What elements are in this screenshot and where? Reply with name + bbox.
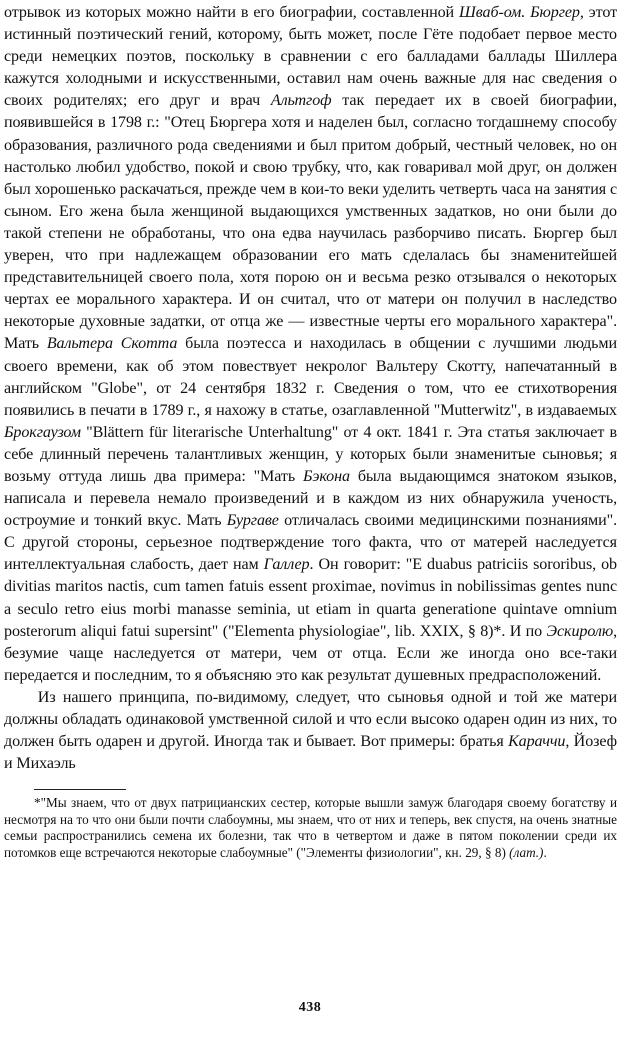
page-number: 438 [298,1000,322,1015]
paragraph-run-text: отрывок из которых можно найти в его биографии, составленной [4,4,460,21]
paragraph [4,687,617,775]
paragraph-run-italic: Эскиролю [546,622,614,640]
paragraph-run-text: Из нашего принципа, по-видимому, следует, что сыновья одной и той же матери должны обладать одинаковой умственной силой и что если высоко одарен один из них, то должен быть одарен и другой. Иногда так и бывает. Вот примеры: братья [4,688,617,751]
paragraph-run-text: . Он говорит: "E duabus patriciis sororibus, ob divitias maritos nactis, cum tamen fatuis essent proximae, novimus in nobilissimas gentes nunc a seculo retro eius morbi manasse seminia, ut etiam in quarta generatione quintave omnium posterorum aliqui fatui supersint" ("Elementa physiologiae", lib. XXIX, § 8)*. И по [4,556,617,640]
paragraph-run-text: , Йозеф и Михаэль [4,733,617,773]
paragraph [4,2,617,687]
main-text [4,2,617,775]
footnote [4,795,617,861]
footnote-run-text: . [543,844,547,860]
paragraph-run-text: , безумие чаще наследуется от матери, чем от отца. Если же иногда оно все-таки передается и последним, то я объясняю это как результат душевных предрасположений. [4,622,617,684]
footnote-divider [34,789,126,790]
footnote-run-italic: (лат.) [509,844,544,860]
paragraph-run-italic: Шваб-ом. Бюргер [459,4,580,21]
paragraph-run-text: , этот истинный поэтический гений, которому, быть может, после Гёте подобает первое место среди немецких поэтов, поскольку в сравнении с его балладами баллады Шиллера кажутся холодными и искусственными, оставил нам очень важные для нас сведения о своих родителях; его друг и врач [4,4,617,110]
paragraph-run-text: была выдающимся знатоком языков, написала и перевела немало произведений и в каждом из них обнаружила ученость, остроумие и тонкий вкус. Мать [4,467,617,530]
paragraph-run-text: "Blättern für literarische Unterhaltung" от 4 окт. 1841 г. Эта статья заключает в себе длинный перечень талантливых женщин, у которых были знаменитые сыновья; я возьму оттуда лишь два примера: "Мать [4,423,617,485]
paragraph-run-italic: Галлер [263,556,310,574]
paragraph-run-text: отличалась своими медицинскими познаниями". С другой стороны, серьезное подтверждение того факта, что от матерей наследуется интеллектуальная слабость, дает нам [4,512,617,574]
paragraph-run-italic: Альтгоф [270,92,332,110]
paragraph-run-italic: Бургаве [226,512,279,530]
paragraph-run-italic: Бэкона [302,467,350,485]
footnote-run-text: *"Мы знаем, что от двух патрицианских сестер, которые вышли замуж благодаря своему богатству и несмотря на то что они были почти слабоумны, мы знаем, что от них и теперь, век спустя, на очень знатные семьи распространились семена их болезни, так что в четвертом и даже в пятом поколении среди их потомков еще встречаются некоторые слабоумные" ("Элементы физиологии", кн. 29, § 8) [4,795,617,860]
paragraph-run-italic: Брокгаузом [4,423,81,441]
paragraph-run-text: так передает их в своей биографии, появившейся в 1798 г.: "Отец Бюргера хотя и наделен был, согласно тогдашнему способу образования, различного рода сведениями и был притом добрый, честный человек, но он настолько любил удобство, покой и свою трубку, что, как говаривал мой друг, он должен был хорошенько раскачаться, прежде чем в кои-то веки уделить четверть часа на занятия с сыном. Его жена была женщиной выдающихся умственных задатков, но они были до такой степени не обработаны, что она едва научилась разборчиво писать. Бюргер был уверен, что при надлежащем образовании его мать сделалась бы знаменитейшей представительницей своего пола, хотя порою он и весьма резко отзывался о некоторых чертах ее морального характера. И он считал, что от матери он получил в наследство некоторые духовные задатки, от отца же — известные черты его морального характера". Мать [4,92,618,353]
paragraph-run-italic: Вальтера Скотта [46,335,178,353]
paragraph-run-text: была поэтесса и находилась в общении с лучшими людьми своего времени, как об этом повествует некролог Вальтеру Скотту, напечатанный в английском "Globe", от 24 сентября 1832 г. Сведения о том, что ее стихотворения появились в печати в 1789 г., я нахожу в статье, озаглавленной "Mutterwitz", в издаваемых [4,335,617,419]
paragraph-run-italic: Караччи [508,733,566,751]
